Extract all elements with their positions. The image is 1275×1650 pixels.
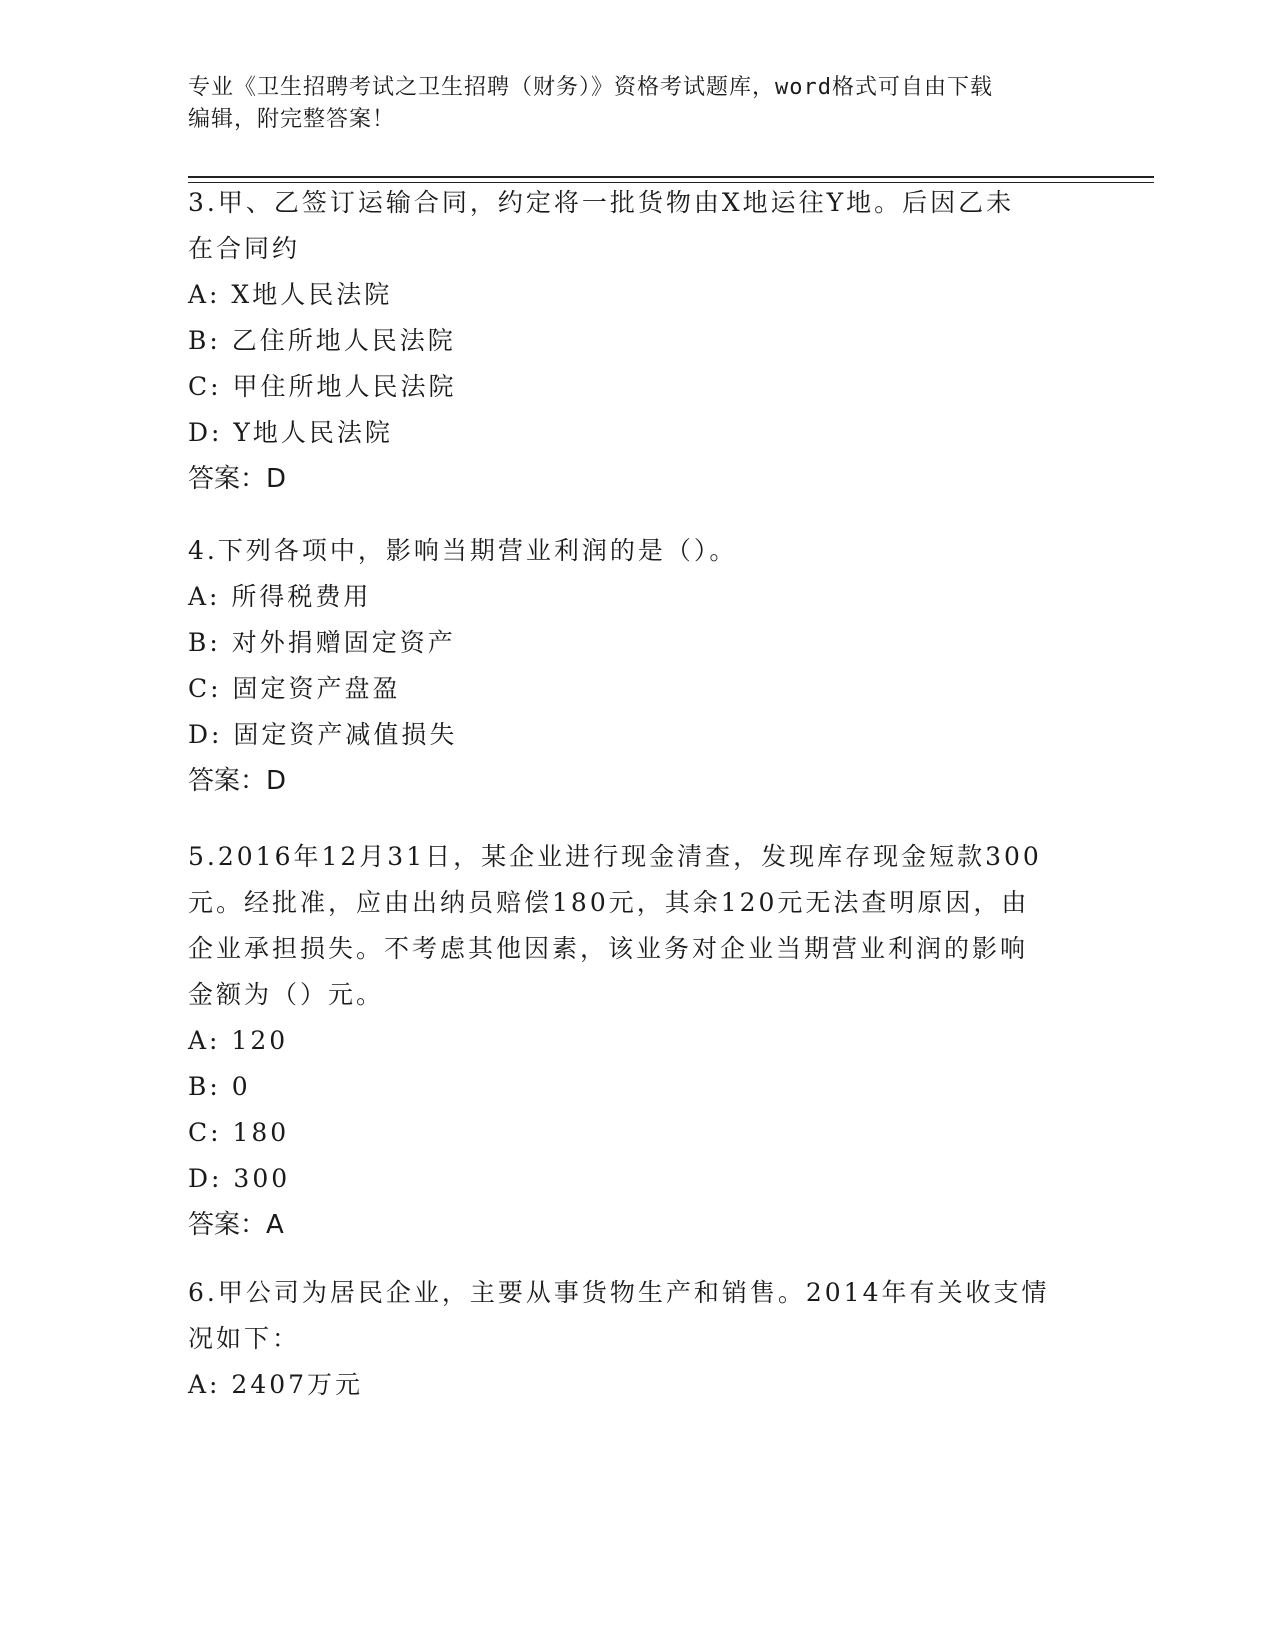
question-3-answer: 答案：D — [188, 464, 287, 494]
question-4-line-1: 4.下列各项中，影响当期营业利润的是（）。 — [188, 536, 738, 565]
header-divider-thick — [188, 176, 1154, 178]
header-line-1: 专业《卫生招聘考试之卫生招聘（财务）》资格考试题库，word格式可自由下载 — [188, 75, 993, 100]
question-3 — [188, 180, 1068, 502]
question-4-option-b: B: 对外捐赠固定资产 — [188, 628, 456, 657]
header-line-2: 编辑，附完整答案！ — [188, 107, 396, 132]
question-3-line-1: 3.甲、乙签订运输合同，约定将一批货物由X地运往Y地。后因乙未 — [188, 188, 1015, 217]
question-5-line-3: 企业承担损失。不考虑其他因素，该业务对企业当期营业利润的影响 — [188, 934, 1029, 963]
question-4 — [188, 528, 1068, 804]
question-4-option-d: D: 固定资产减值损失 — [188, 720, 458, 749]
question-5-line-1: 5.2016年12月31日，某企业进行现金清查，发现库存现金短款300 — [188, 842, 1042, 871]
question-5-option-d: D: 300 — [188, 1164, 291, 1193]
question-6-line-2: 况如下： — [188, 1324, 301, 1353]
question-5-option-c: C: 180 — [188, 1118, 290, 1147]
question-5-line-4: 金额为（）元。 — [188, 980, 385, 1009]
question-3-option-c: C: 甲住所地人民法院 — [188, 372, 457, 401]
question-4-option-c: C: 固定资产盘盈 — [188, 674, 401, 703]
question-6 — [188, 1270, 1068, 1408]
question-4-answer: 答案：D — [188, 766, 287, 796]
question-5-option-b: B: 0 — [188, 1072, 251, 1101]
question-5 — [188, 834, 1068, 1248]
question-3-line-2: 在合同约 — [188, 234, 301, 263]
question-6-line-1: 6.甲公司为居民企业，主要从事货物生产和销售。2014年有关收支情 — [188, 1278, 1050, 1307]
question-3-option-a: A: X地人民法院 — [188, 280, 393, 309]
question-5-line-2: 元。经批准，应由出纳员赔偿180元，其余120元无法查明原因，由 — [188, 888, 1030, 917]
question-3-option-b: B: 乙住所地人民法院 — [188, 326, 456, 355]
question-5-answer: 答案：A — [188, 1210, 284, 1240]
question-3-option-d: D: Y地人民法院 — [188, 418, 393, 447]
question-5-option-a: A: 120 — [188, 1026, 289, 1055]
document-header — [188, 72, 1068, 136]
question-6-option-a: A: 2407万元 — [188, 1370, 364, 1399]
question-4-option-a: A: 所得税费用 — [188, 582, 372, 611]
